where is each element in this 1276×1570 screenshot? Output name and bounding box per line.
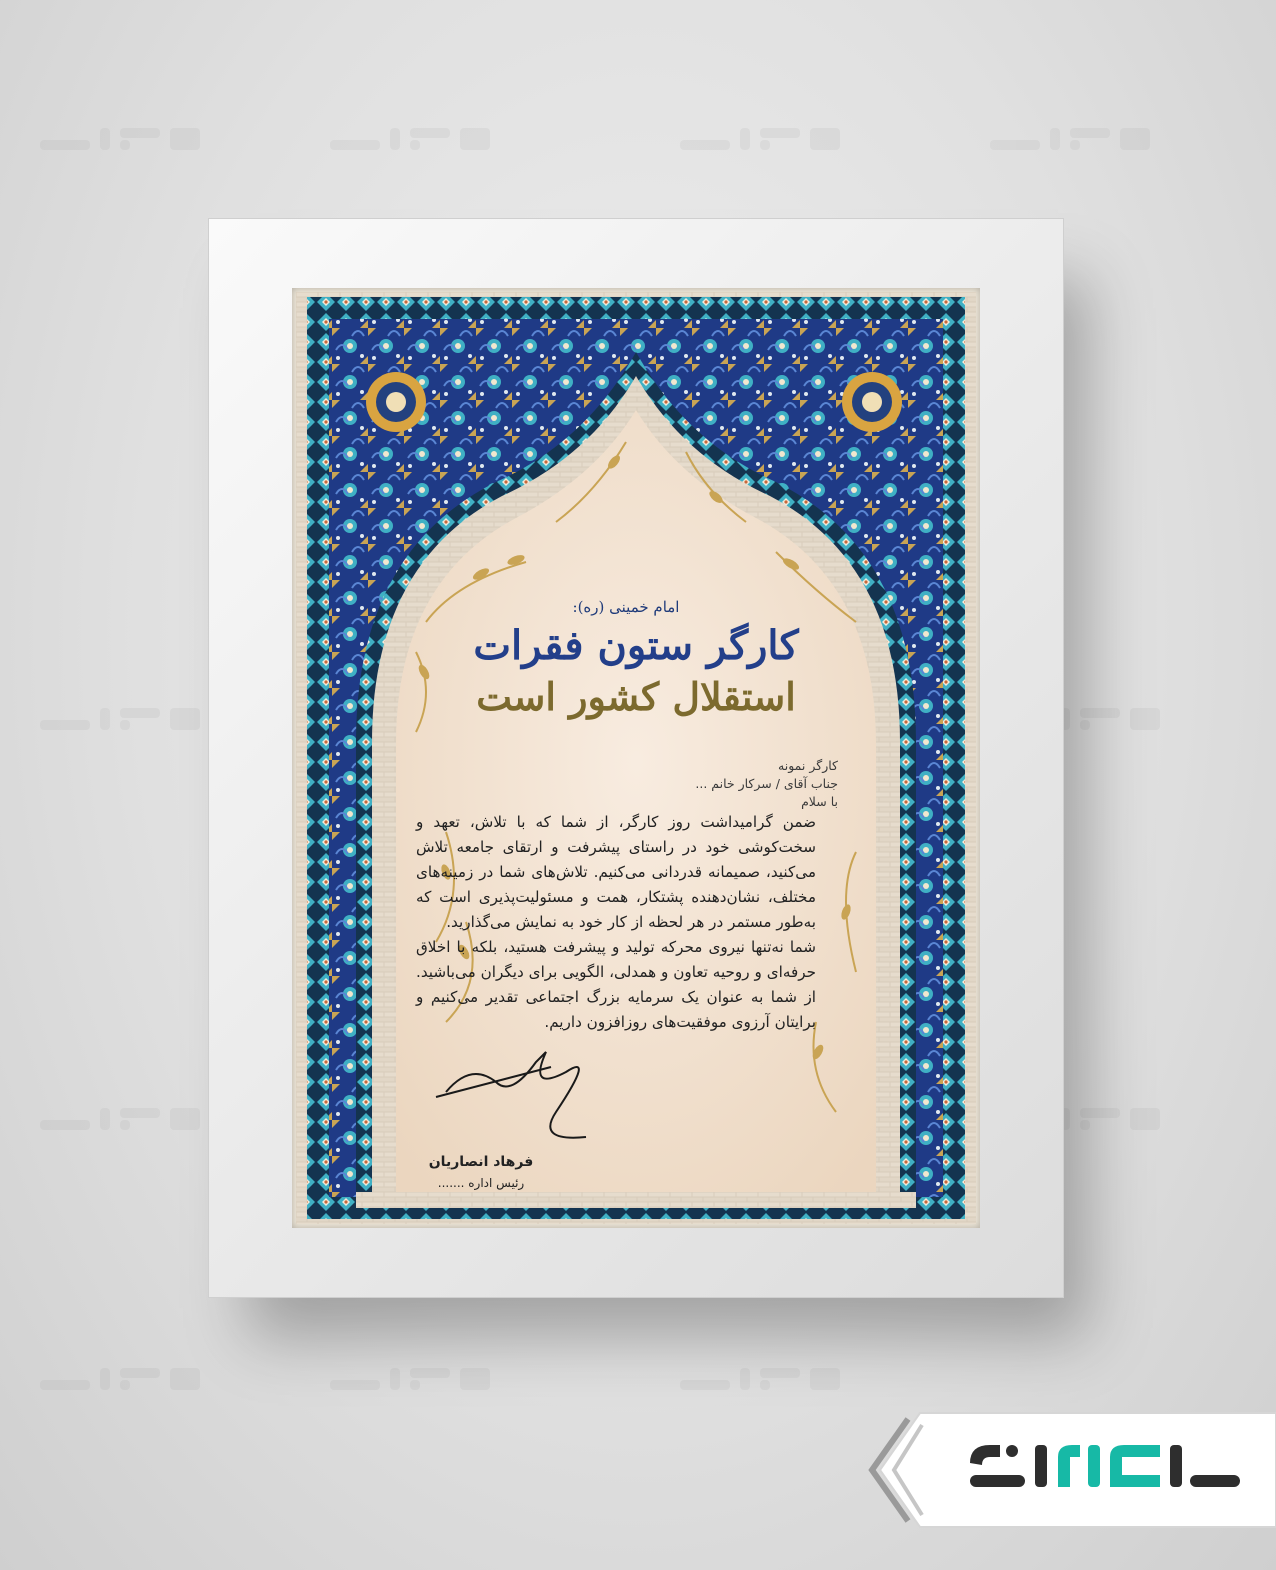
poster-text bbox=[296, 292, 976, 1224]
certificate-poster bbox=[296, 292, 976, 1224]
greeting-line-3: با سلام bbox=[801, 794, 838, 809]
wall-watermark-logo bbox=[40, 700, 210, 740]
wall-watermark-logo bbox=[680, 1360, 850, 1400]
wall-watermark-logo bbox=[680, 120, 850, 160]
picture-frame bbox=[208, 218, 1064, 1298]
brand-logo-badge bbox=[860, 1405, 1276, 1535]
body-paragraph-2: شما نه‌تنها نیروی محرکه تولید و پیشرفت هستید، بلکه با اخلاق حرفه‌ای و روحیه تعاون و همدلی، الگویی برای دیگران می‌باشید. از شما به عنوان یک سرمایه بزرگ اجتماعی تقدیر می‌کنیم و برایتان آرزوی موفقیت‌های روزافزون داریم. bbox=[416, 938, 816, 1031]
frame-mat bbox=[292, 288, 980, 1228]
greeting-line-2: جناب آقای / سرکار خانم ... bbox=[695, 776, 838, 791]
body-paragraph-1: ضمن گرامیداشت روز کارگر، از شما که با تلاش، تعهد و سخت‌کوشی خود در راستای پیشرفت و ارتقای جامعه تلاش می‌کنید، صمیمانه قدردانی می‌کنیم. تلاش‌های شما در زمینه‌های مختلف، نشان‌دهنده پشتکار، همت و مسئولیت‌پذیری است که به‌طور مستمر در هر لحظه از کار خود به نمایش می‌گذارید. bbox=[416, 813, 816, 931]
wall-watermark-logo bbox=[40, 1360, 210, 1400]
poster-title-line-1: کارگر ستون فقرات bbox=[473, 622, 799, 669]
wall-watermark-logo bbox=[40, 1100, 210, 1140]
signer-title: رئیس اداره ....... bbox=[437, 1176, 525, 1190]
certificate-body bbox=[416, 810, 816, 1035]
wall-watermark-logo bbox=[330, 120, 500, 160]
wall-watermark-logo bbox=[990, 120, 1160, 160]
greeting-line-1: کارگر نمونه bbox=[778, 758, 838, 773]
wall-watermark-logo bbox=[330, 1360, 500, 1400]
brand-logo bbox=[860, 1405, 1276, 1535]
signer-name: فرهاد انصاریان bbox=[428, 1154, 534, 1170]
quote-author: امام خمینی (ره): bbox=[572, 598, 680, 616]
poster-title-line-2: استقلال کشور است bbox=[476, 674, 796, 719]
wall-watermark-logo bbox=[40, 120, 210, 160]
